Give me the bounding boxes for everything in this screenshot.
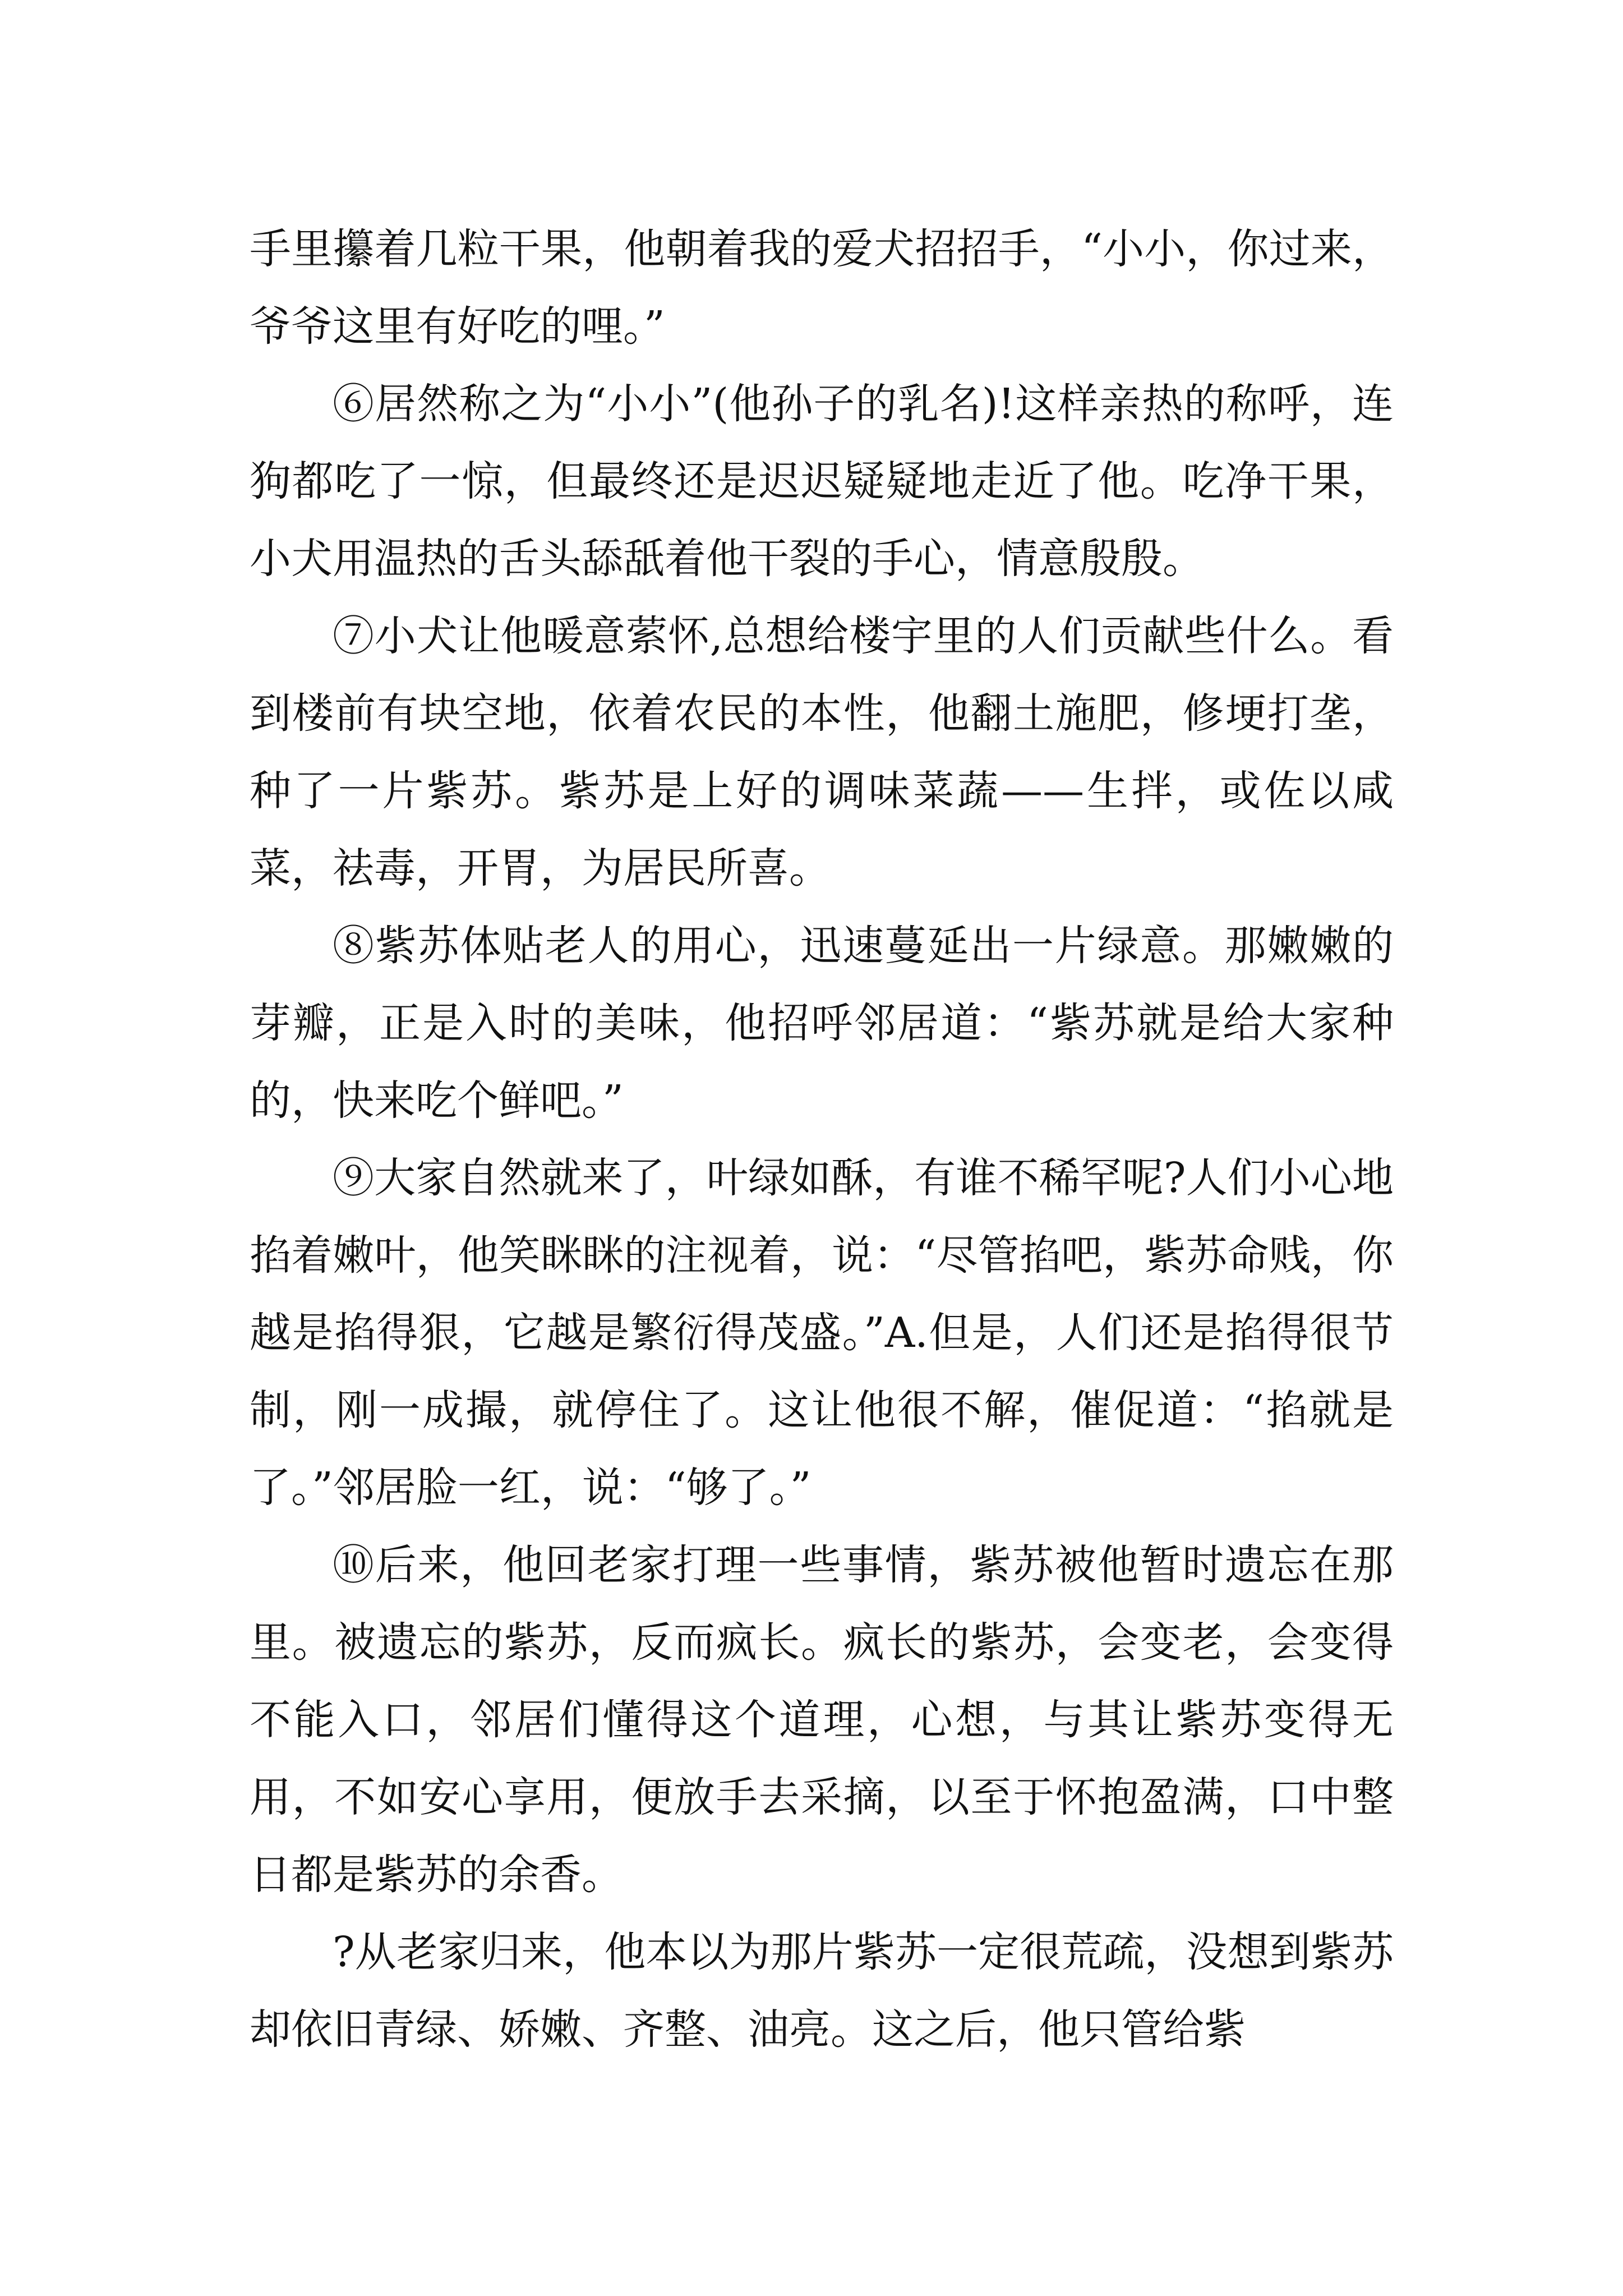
paragraph-8: ⑧紫苏体贴老人的用心，迅速蔓延出一片绿意。那嫩嫩的芽瓣，正是入时的美味，他招呼邻居道：“紫苏就是给大家种的，快来吃个鲜吧。” bbox=[250, 922, 1394, 1125]
paragraph-7: ⑦小犬让他暖意萦怀,总想给楼宇里的人们贡献些什么。看到楼前有块空地，依着农民的本性，他翻土施肥，修埂打垄，种了一片紫苏。紫苏是上好的调味菜蔬——生拌，或佐以咸菜，祛毒，开胃，为居民所喜。 bbox=[250, 612, 1394, 892]
article-body bbox=[250, 210, 1394, 2068]
paragraph-continued: 手里攥着几粒干果，他朝着我的爱犬招招手，“小小，你过来，爷爷这里有好吃的哩。” bbox=[250, 225, 1394, 351]
paragraph-11: ?从老家归来，他本以为那片紫苏一定很荒疏，没想到紫苏却依旧青绿、娇嫩、齐整、油亮。这之后，他只管给紫 bbox=[250, 1928, 1394, 2054]
paragraph-9: ⑨大家自然就来了，叶绿如酥，有谁不稀罕呢?人们小心地掐着嫩叶，他笑眯眯的注视着，说：“尽管掐吧，紫苏命贱，你越是掐得狠，它越是繁衍得茂盛。”A.但是，人们还是掐得很节制，刚一成撮，就停住了。这让他很不解，催促道：“掐就是了。”邻居脸一红，说：“够了。” bbox=[250, 1154, 1394, 1512]
paragraph-10: ⑩后来，他回老家打理一些事情，紫苏被他暂时遗忘在那里。被遗忘的紫苏，反而疯长。疯长的紫苏，会变老，会变得不能入口，邻居们懂得这个道理，心想，与其让紫苏变得无用，不如安心享用，便放手去采摘，以至于怀抱盈满，口中整日都是紫苏的余香。 bbox=[250, 1541, 1394, 1899]
paragraph-6: ⑥居然称之为“小小”(他孙子的乳名)!这样亲热的称呼，连狗都吃了一惊，但最终还是迟迟疑疑地走近了他。吃净干果，小犬用温热的舌头舔舐着他干裂的手心，情意殷殷。 bbox=[250, 380, 1394, 583]
